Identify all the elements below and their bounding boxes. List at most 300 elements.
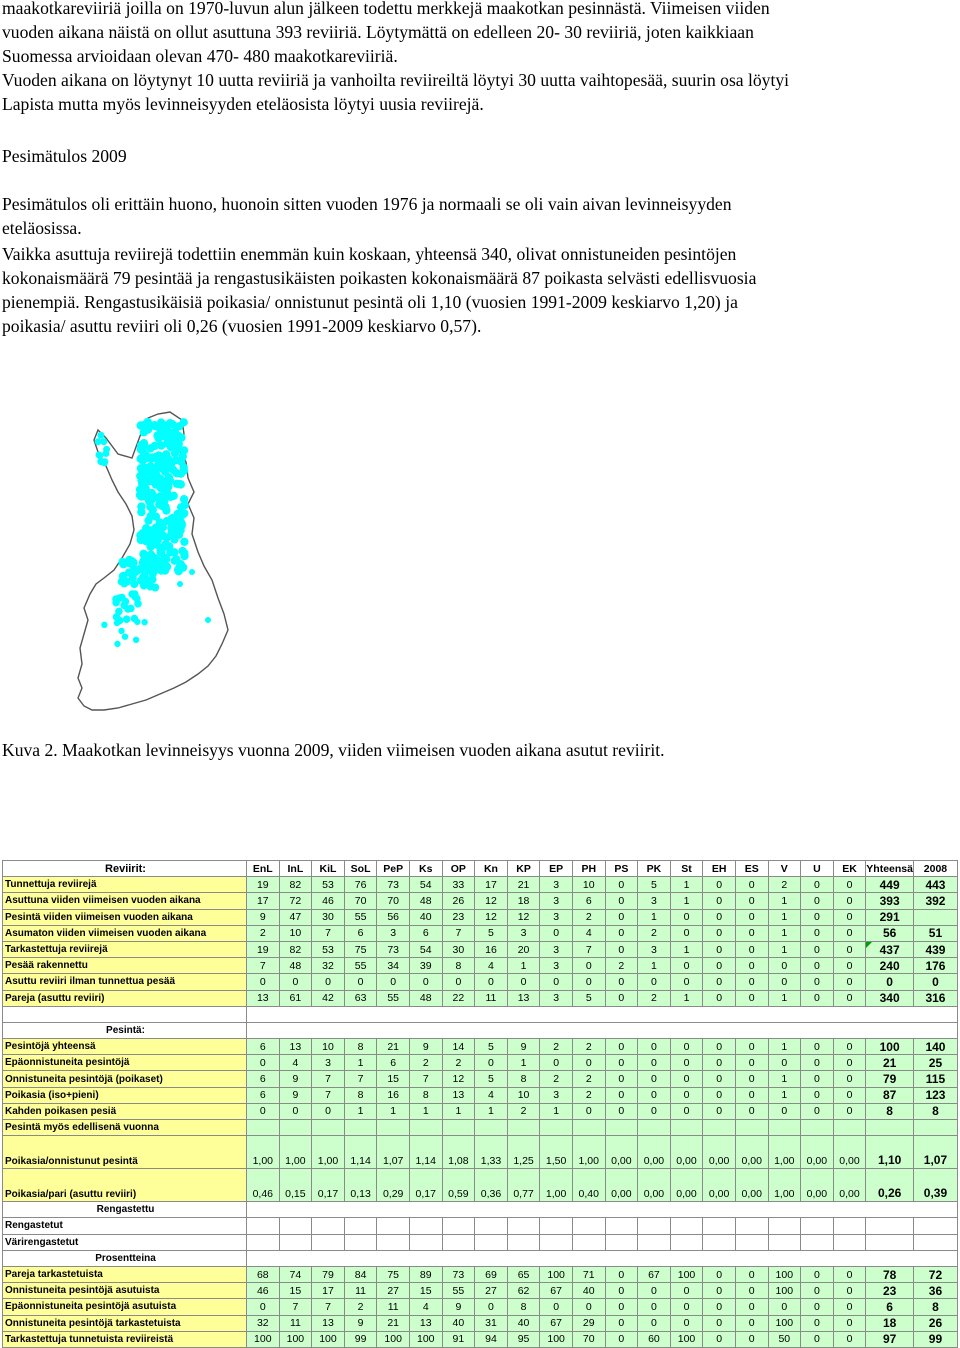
value-cell: 100 <box>540 1331 573 1347</box>
value-cell: 1 <box>475 1103 508 1119</box>
value-cell: 0 <box>638 974 671 990</box>
value-cell <box>247 1120 280 1136</box>
value-cell: 5 <box>638 877 671 893</box>
value-cell: 0 <box>638 1283 671 1299</box>
value-cell: 72 <box>279 893 312 909</box>
value-cell <box>540 1120 573 1136</box>
territory-dot <box>114 641 120 647</box>
value-cell: 0 <box>833 909 866 925</box>
column-header: St <box>670 861 703 877</box>
row-label: Tarkastettuja tunnetuista reviireistä <box>3 1331 247 1347</box>
value-cell: 1,08 <box>442 1136 475 1169</box>
row-label: Asumaton viiden viimeisen vuoden aikana <box>3 925 247 941</box>
value-cell: 0 <box>638 1055 671 1071</box>
territory-dot <box>96 452 103 459</box>
territory-dot <box>118 628 124 634</box>
value-cell: 0,00 <box>801 1169 834 1202</box>
value-cell: 40 <box>442 1315 475 1331</box>
value-cell: 20 <box>507 941 540 957</box>
blank-cell <box>638 1218 671 1234</box>
value-cell: 0 <box>670 1299 703 1315</box>
value-cell: 8 <box>442 958 475 974</box>
value-cell: 1 <box>507 1055 540 1071</box>
territory-dot <box>180 418 188 426</box>
value-cell: 32 <box>247 1315 280 1331</box>
value-cell: 0 <box>833 893 866 909</box>
value-cell: 0 <box>247 1299 280 1315</box>
value-cell: 6 <box>247 1071 280 1087</box>
territory-dot <box>176 518 184 526</box>
row-label: Pareja tarkastetuista <box>3 1266 247 1282</box>
detail-paragraph: Vaikka asuttuja reviirejä todettiin enemmän kuin koskaan, yhteensä 340, olivat onnistuneiden pesintöjen kokonaismäärä 79 pesintää ja rengastusikäisten poikasten kokonaismäärä 87 poikasta selvästi edellisvuosia pienempiä. Rengastusikäisiä poikasia/ onnistunut pesintä oli 1,10 (vuosien 1991-2009 keskiarvo 1,20) ja poikasia/ asuttu reviiri oli 0,26 (vuosien 1991-2009 keskiarvo 0,57). <box>2 244 757 336</box>
column-header: KiL <box>312 861 345 877</box>
value-cell: 0,00 <box>833 1136 866 1169</box>
value-cell: 0 <box>768 1055 801 1071</box>
value-cell: 63 <box>344 990 377 1006</box>
value-cell: 0 <box>605 1087 638 1103</box>
value-cell: 3 <box>540 1087 573 1103</box>
value-cell: 2 <box>540 1039 573 1055</box>
value-cell: 8 <box>507 1071 540 1087</box>
value-cell: 0 <box>344 974 377 990</box>
territory-dot <box>142 467 150 475</box>
value-cell: 65 <box>507 1266 540 1282</box>
value-cell: 0 <box>475 974 508 990</box>
value-cell: 10 <box>312 1039 345 1055</box>
total-cell: 78 <box>866 1266 914 1282</box>
value-cell: 89 <box>409 1266 442 1282</box>
territory-dot <box>174 566 182 574</box>
value-cell: 0 <box>638 1071 671 1087</box>
value-cell: 71 <box>572 1266 605 1282</box>
value-cell: 0 <box>833 925 866 941</box>
value-cell <box>442 1120 475 1136</box>
table-row <box>3 1103 958 1119</box>
territory-dot <box>144 537 152 545</box>
row-label: Pesintöjä yhteensä <box>3 1039 247 1055</box>
value-cell: 50 <box>768 1331 801 1347</box>
value-cell: 7 <box>409 1071 442 1087</box>
value-cell: 4 <box>475 958 508 974</box>
value-cell: 2 <box>507 1103 540 1119</box>
blank-cell <box>344 1218 377 1234</box>
value-cell: 1,00 <box>768 1169 801 1202</box>
row-label: Rengastettu <box>3 1202 247 1218</box>
table-row <box>3 1022 958 1038</box>
value-cell: 0,36 <box>475 1169 508 1202</box>
value-cell: 0 <box>703 941 736 957</box>
value-cell: 0 <box>735 1103 768 1119</box>
value-cell: 7 <box>344 1071 377 1087</box>
value-cell: 6 <box>572 893 605 909</box>
territory-dot <box>101 458 108 465</box>
value-cell: 0,00 <box>801 1136 834 1169</box>
total-cell <box>913 909 957 925</box>
row-label: Asuttu reviiri ilman tunnettua pesää <box>3 974 247 990</box>
value-cell: 30 <box>442 941 475 957</box>
value-cell: 1 <box>768 941 801 957</box>
table-row <box>3 1039 958 1055</box>
territory-dot <box>170 492 178 500</box>
value-cell: 9 <box>279 1071 312 1087</box>
blank-cell <box>279 1234 312 1250</box>
territory-dot <box>120 602 128 610</box>
value-cell: 0 <box>801 1087 834 1103</box>
total-cell: 87 <box>866 1087 914 1103</box>
blank-cell <box>475 1234 508 1250</box>
territory-dot <box>130 580 138 588</box>
result-paragraph: Pesimätulos oli erittäin huono, huonoin sitten vuoden 1976 ja normaali se oli vain aivan levinneisyyden eteläosissa. <box>2 194 732 238</box>
table-row <box>3 893 958 909</box>
value-cell: 2 <box>572 909 605 925</box>
territory-dot <box>164 436 172 444</box>
row-label: Kahden poikasen pesiä <box>3 1103 247 1119</box>
value-cell: 1 <box>638 909 671 925</box>
total-cell: 8 <box>913 1299 957 1315</box>
territory-dot <box>137 445 145 453</box>
blank-cell <box>768 1218 801 1234</box>
value-cell: 0 <box>801 958 834 974</box>
value-cell: 0 <box>605 1315 638 1331</box>
value-cell: 55 <box>344 958 377 974</box>
value-cell: 1 <box>670 941 703 957</box>
total-cell: 392 <box>913 893 957 909</box>
value-cell: 0 <box>638 1299 671 1315</box>
value-cell: 48 <box>409 990 442 1006</box>
territory-dot <box>179 452 187 460</box>
value-cell: 100 <box>670 1331 703 1347</box>
value-cell: 0 <box>833 1283 866 1299</box>
blank-cell <box>540 1234 573 1250</box>
value-cell: 3 <box>377 925 410 941</box>
blank-cell <box>312 1218 345 1234</box>
value-cell: 0 <box>703 893 736 909</box>
value-cell: 84 <box>344 1266 377 1282</box>
value-cell: 0 <box>833 1039 866 1055</box>
blank-cell <box>409 1218 442 1234</box>
value-cell <box>735 1120 768 1136</box>
total-cell: 443 <box>913 877 957 893</box>
row-label: Tunnettuja reviirejä <box>3 877 247 893</box>
total-cell: 340 <box>866 990 914 1006</box>
value-cell: 27 <box>377 1283 410 1299</box>
value-cell: 0 <box>833 990 866 1006</box>
value-cell: 0 <box>475 1299 508 1315</box>
value-cell: 0,17 <box>312 1169 345 1202</box>
value-cell: 1,00 <box>540 1169 573 1202</box>
value-cell: 0 <box>735 925 768 941</box>
value-cell: 73 <box>377 877 410 893</box>
value-cell: 7 <box>312 925 345 941</box>
value-cell: 55 <box>344 909 377 925</box>
value-cell: 1,07 <box>377 1136 410 1169</box>
value-cell: 0 <box>801 1266 834 1282</box>
value-cell: 22 <box>442 990 475 1006</box>
value-cell: 0 <box>670 1055 703 1071</box>
table-row <box>3 1331 958 1347</box>
value-cell: 3 <box>540 893 573 909</box>
value-cell: 2 <box>638 990 671 1006</box>
value-cell: 67 <box>540 1315 573 1331</box>
column-header: KP <box>507 861 540 877</box>
value-cell: 0 <box>703 1087 736 1103</box>
value-cell <box>768 1120 801 1136</box>
value-cell: 2 <box>572 1071 605 1087</box>
total-cell: 8 <box>913 1103 957 1119</box>
value-cell: 54 <box>409 877 442 893</box>
value-cell: 48 <box>409 893 442 909</box>
value-cell: 0 <box>670 1039 703 1055</box>
value-cell: 0 <box>605 974 638 990</box>
value-cell: 0 <box>735 1087 768 1103</box>
territory-dot <box>173 469 181 477</box>
value-cell: 100 <box>768 1266 801 1282</box>
value-cell: 48 <box>279 958 312 974</box>
value-cell: 0 <box>703 990 736 1006</box>
value-cell: 23 <box>442 909 475 925</box>
value-cell: 0 <box>670 1315 703 1331</box>
value-cell: 0 <box>442 974 475 990</box>
total-cell <box>913 1120 957 1136</box>
total-cell: 240 <box>866 958 914 974</box>
value-cell: 0 <box>409 974 442 990</box>
territory-dot <box>152 512 160 520</box>
value-cell: 0 <box>703 1299 736 1315</box>
value-cell: 1 <box>344 1103 377 1119</box>
value-cell: 70 <box>344 893 377 909</box>
blank-cell <box>735 1234 768 1250</box>
value-cell: 100 <box>768 1315 801 1331</box>
value-cell: 0 <box>670 925 703 941</box>
value-cell: 55 <box>442 1283 475 1299</box>
territory-dot <box>160 559 168 567</box>
value-cell: 0,15 <box>279 1169 312 1202</box>
value-cell: 12 <box>475 909 508 925</box>
blank-cell <box>866 1218 914 1234</box>
total-cell: 1,10 <box>866 1136 914 1169</box>
blank-cell <box>572 1234 605 1250</box>
value-cell: 0,00 <box>703 1136 736 1169</box>
blank-cell <box>344 1234 377 1250</box>
value-cell: 27 <box>475 1283 508 1299</box>
total-cell: 26 <box>913 1315 957 1331</box>
header-label: Reviirit: <box>3 861 247 877</box>
territory-dot <box>120 579 128 587</box>
value-cell: 6 <box>247 1039 280 1055</box>
value-cell: 1 <box>638 958 671 974</box>
finland-distribution-map <box>48 408 238 714</box>
value-cell: 7 <box>572 941 605 957</box>
value-cell: 0 <box>801 1071 834 1087</box>
territory-dot <box>205 617 211 623</box>
value-cell: 55 <box>377 990 410 1006</box>
value-cell: 0,00 <box>670 1169 703 1202</box>
blank-cell <box>866 1234 914 1250</box>
value-cell: 1,14 <box>344 1136 377 1169</box>
column-header: EK <box>833 861 866 877</box>
total-cell: 115 <box>913 1071 957 1087</box>
territory-dot <box>168 420 176 428</box>
value-cell: 1 <box>768 990 801 1006</box>
value-cell: 46 <box>312 893 345 909</box>
value-cell: 40 <box>507 1315 540 1331</box>
value-cell: 0 <box>247 1103 280 1119</box>
value-cell: 6 <box>247 1087 280 1103</box>
blank-cell <box>475 1218 508 1234</box>
value-cell: 17 <box>247 893 280 909</box>
total-cell: 437 <box>866 941 914 957</box>
value-cell: 13 <box>409 1315 442 1331</box>
value-cell: 0 <box>475 1055 508 1071</box>
blank-cell <box>279 1218 312 1234</box>
value-cell: 0 <box>670 1103 703 1119</box>
value-cell: 42 <box>312 990 345 1006</box>
value-cell: 0 <box>833 1266 866 1282</box>
blank-cell <box>801 1218 834 1234</box>
territory-dot <box>171 557 179 565</box>
blank-cell <box>605 1218 638 1234</box>
row-label: Pesintä viiden viimeisen vuoden aikana <box>3 909 247 925</box>
value-cell: 0 <box>703 925 736 941</box>
value-cell <box>638 1120 671 1136</box>
value-cell: 3 <box>638 941 671 957</box>
value-cell: 0 <box>735 909 768 925</box>
value-cell: 91 <box>442 1331 475 1347</box>
value-cell: 0,77 <box>507 1169 540 1202</box>
value-cell: 15 <box>377 1071 410 1087</box>
value-cell: 0 <box>703 1055 736 1071</box>
value-cell: 0 <box>801 1283 834 1299</box>
value-cell: 0 <box>247 974 280 990</box>
territory-dot <box>150 465 158 473</box>
value-cell: 40 <box>572 1283 605 1299</box>
blank-cell <box>507 1218 540 1234</box>
total-cell: 99 <box>913 1331 957 1347</box>
value-cell: 7 <box>312 1071 345 1087</box>
territory-dot <box>141 619 147 625</box>
value-cell <box>572 1120 605 1136</box>
value-cell: 46 <box>247 1283 280 1299</box>
table-row <box>3 925 958 941</box>
value-cell: 0,00 <box>735 1169 768 1202</box>
value-cell: 0 <box>703 958 736 974</box>
table-row <box>3 1250 958 1266</box>
blank-cell <box>442 1234 475 1250</box>
value-cell: 1 <box>344 1055 377 1071</box>
total-cell: 97 <box>866 1331 914 1347</box>
total-cell: 51 <box>913 925 957 941</box>
value-cell: 0 <box>801 1103 834 1119</box>
value-cell: 1,00 <box>312 1136 345 1169</box>
territory-dot <box>116 594 124 602</box>
value-cell: 30 <box>312 909 345 925</box>
value-cell <box>279 1120 312 1136</box>
value-cell: 17 <box>475 877 508 893</box>
value-cell <box>833 1120 866 1136</box>
row-label: Tarkastettuja reviirejä <box>3 941 247 957</box>
value-cell: 13 <box>507 990 540 1006</box>
value-cell: 0,46 <box>247 1169 280 1202</box>
row-label: Poikasia/onnistunut pesintä <box>3 1136 247 1169</box>
value-cell: 67 <box>540 1283 573 1299</box>
value-cell: 0 <box>605 1055 638 1071</box>
section-spacer <box>247 1250 958 1266</box>
value-cell: 1 <box>768 925 801 941</box>
table-row <box>3 1283 958 1299</box>
column-header: PH <box>572 861 605 877</box>
value-cell: 0 <box>833 1055 866 1071</box>
territory-dot <box>180 552 188 560</box>
column-header: 2008 <box>913 861 957 877</box>
value-cell: 0 <box>801 1055 834 1071</box>
value-cell: 13 <box>312 1315 345 1331</box>
table-row <box>3 990 958 1006</box>
value-cell: 3 <box>540 941 573 957</box>
total-cell: 291 <box>866 909 914 925</box>
territory-dot <box>123 615 131 623</box>
value-cell: 0 <box>735 1071 768 1087</box>
territory-dot <box>148 489 156 497</box>
value-cell: 4 <box>279 1055 312 1071</box>
territory-dot <box>146 444 154 452</box>
value-cell <box>605 1120 638 1136</box>
value-cell: 10 <box>572 877 605 893</box>
value-cell: 3 <box>540 990 573 1006</box>
territory-dot <box>162 462 170 470</box>
value-cell: 6 <box>377 1055 410 1071</box>
value-cell: 10 <box>279 925 312 941</box>
value-cell: 8 <box>344 1087 377 1103</box>
value-cell: 1 <box>670 893 703 909</box>
value-cell: 0 <box>801 1331 834 1347</box>
blank-cell <box>703 1218 736 1234</box>
table-row <box>3 1218 958 1234</box>
value-cell: 0 <box>833 974 866 990</box>
value-cell: 53 <box>312 941 345 957</box>
value-cell <box>507 1120 540 1136</box>
total-cell: 6 <box>866 1299 914 1315</box>
territory-dot <box>138 456 146 464</box>
value-cell: 82 <box>279 941 312 957</box>
value-cell: 100 <box>540 1266 573 1282</box>
value-cell: 100 <box>377 1331 410 1347</box>
value-cell: 1 <box>768 909 801 925</box>
territory-dot <box>133 637 139 643</box>
value-cell: 3 <box>540 958 573 974</box>
blank-cell <box>409 1234 442 1250</box>
value-cell: 0,00 <box>638 1169 671 1202</box>
total-cell: 0,26 <box>866 1169 914 1202</box>
value-cell: 0,00 <box>605 1169 638 1202</box>
territory-dot <box>171 449 179 457</box>
value-cell: 0 <box>670 1071 703 1087</box>
value-cell: 0 <box>638 1315 671 1331</box>
value-cell <box>670 1120 703 1136</box>
value-cell: 0 <box>801 893 834 909</box>
territory-dot <box>114 620 120 626</box>
value-cell: 26 <box>442 893 475 909</box>
value-cell: 0 <box>703 1039 736 1055</box>
value-cell: 0 <box>703 1283 736 1299</box>
value-cell: 54 <box>409 941 442 957</box>
table-row <box>3 958 958 974</box>
territory-dot <box>173 530 181 538</box>
blank-cell <box>442 1218 475 1234</box>
territory-dot <box>145 578 153 586</box>
table-row <box>3 1266 958 1282</box>
territory-dot <box>175 432 183 440</box>
value-cell: 0 <box>703 1331 736 1347</box>
